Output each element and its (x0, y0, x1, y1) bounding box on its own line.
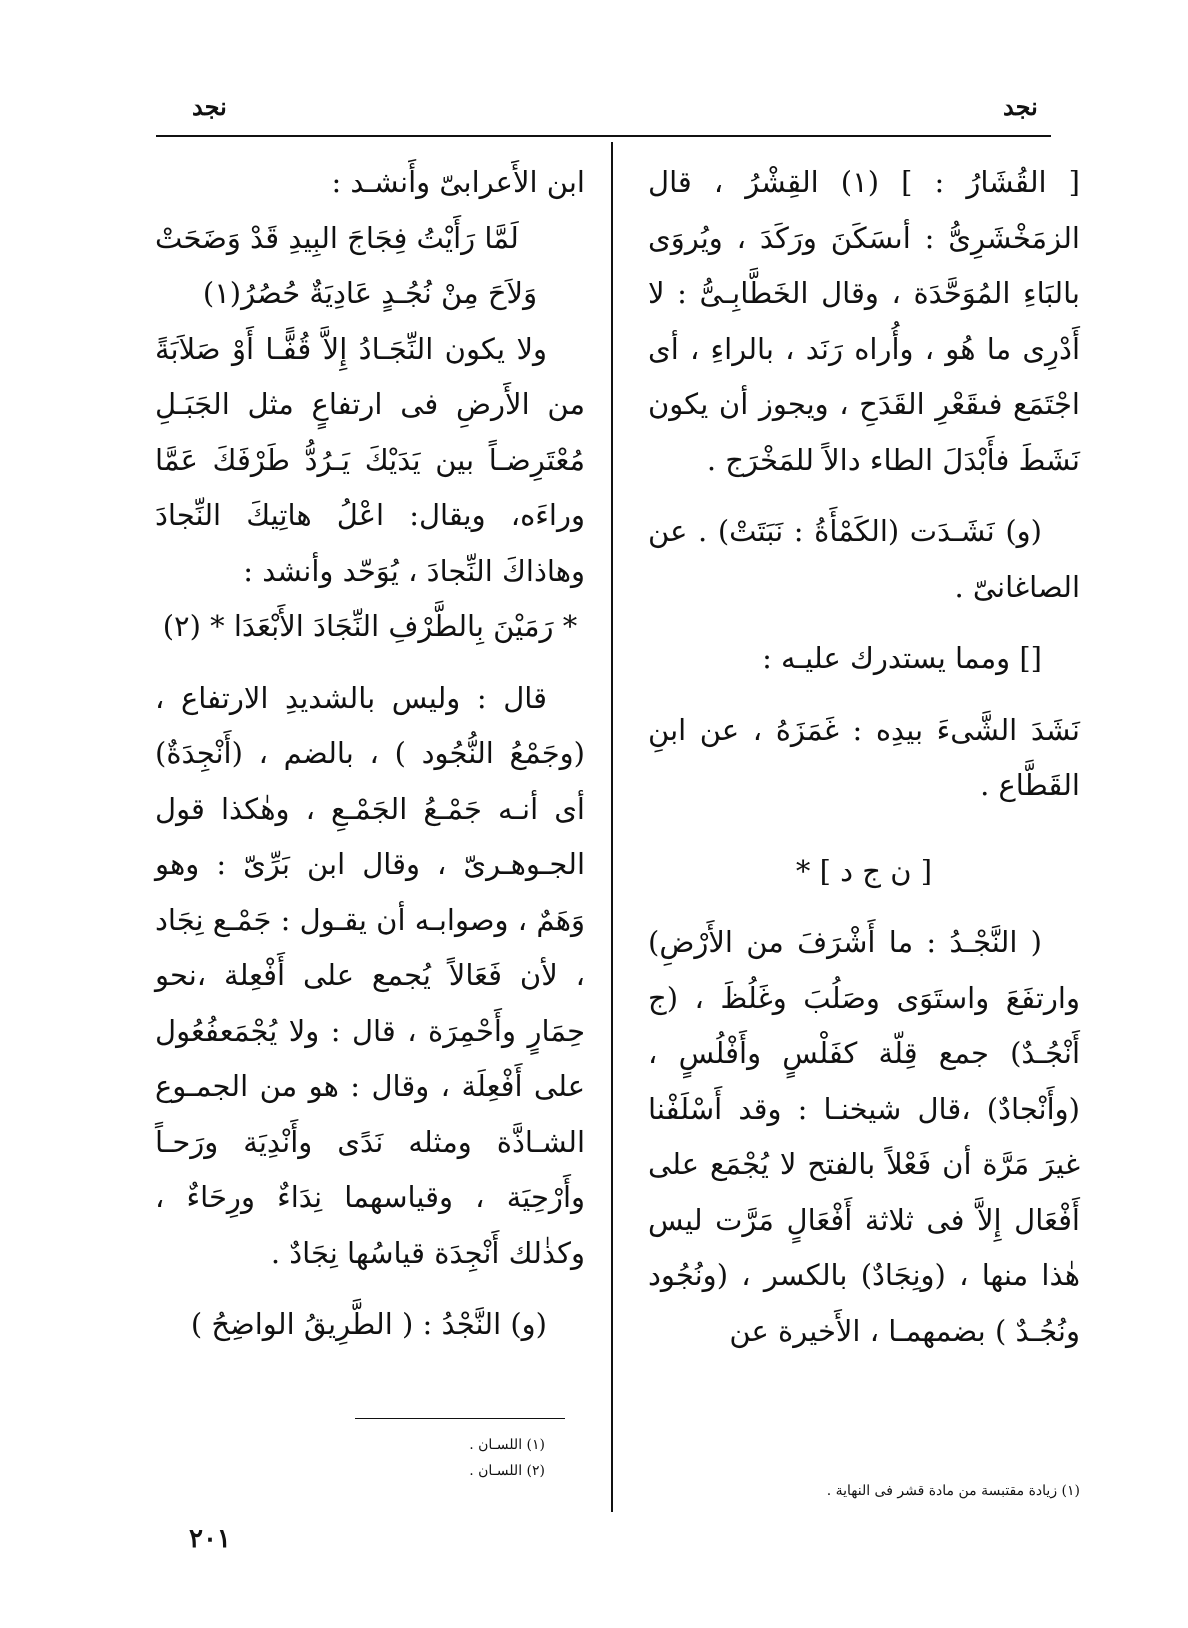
running-head-left: نجد (192, 92, 227, 121)
paragraph-nashadat: (و) نَشَـدَت (الكَمْأَةُ : نَبَتَتْ) . عن الصاغانىّ . (648, 514, 1080, 604)
verse-line-2: * رَمَيْنَ بِالطَّرْفِ النِّجَادَ الأَبْعَدَا * (٢) (162, 609, 578, 643)
paragraph-tariq: (و) النَّجْدُ : ( الطَّرِيقُ الواضِحُ ) (190, 1307, 547, 1341)
column-divider (611, 142, 613, 1512)
paragraph-mustadrak: [] ومما يستدرك عليـه : (762, 641, 1042, 675)
left-column (155, 155, 585, 1353)
page-number: ٢٠١ (189, 1524, 231, 1554)
footnotes-right (730, 1478, 1080, 1504)
paragraph-nashada: نَشَدَ الشَّىءَ بيدِه : غَمَزَهُ ، عن ابنِ القَطَّاع . (648, 712, 1080, 802)
running-head-right: نجد (1003, 92, 1038, 121)
footnote-left-1: (١) اللسـان . (469, 1437, 545, 1453)
footnote-rule-left (355, 1418, 565, 1419)
paragraph-plural: قال : وليس بالشديدِ الارتفاع ، (وجَمْعُ النُّجُود ) ، بالضم ، (أَنْجِدَةٌ) أى أنـه جَمْـعُ الجَمْـعِ ، وهٰكذا قول الجـوهـرىّ ، وقال ابن بَرِّىّ : وهو وَهَمٌ ، وصوابـه أن يقـول : جَمْـع نِجَاد ، لأن فَعَالاً يُجمع على أَفْعِلة ،نحو حِمَارٍ وأَحْمِرَة ، قال : ولا يُجْمَعفُعُول على أَفْعِلَة ، وقال : هو من الجمـوع الشـاذَّة ومثله نَدًى وأَنْدِيَة ورَحـاً وأَرْحِيَة ، وقياسهما نِدَاءٌ ورِحَاءٌ ، وكذٰلك أَنْجِدَة قياسُها نِجَادٌ . (155, 680, 586, 1270)
right-column (648, 155, 1080, 1359)
paragraph-qushar: [ القُشَارُ : ] (١) القِشْرُ ، قال الزمَخْشَرِىُّ : أىسَكَنَ ورَكَدَ ، ويُروَى بالبَاءِ المُوَحَّدَة ، وقال الخَطَّابِـىُّ : لا أَدْرِى ما هُو ، وأُراه رَنَد ، بالراءِ ، أى اجْتَمَع فىقَعْرِ القَدَحِ ، ويجوز أن يكون نَشَطَ فأَبْدَلَ الطاء دالاً للمَخْرَج . (648, 165, 1080, 477)
paragraph-najd-definition: ( النَّجْـدُ : ما أَشْرَفَ من الأَرْضِ) وارتفَعَ واستَوَى وصَلُبَ وغَلُظَ ، (ج أَنْجُـدٌ) جمع قِلّة كفَلْسٍ وأَفْلُسٍ ، (وأَنْجادٌ) ،قال شيخنـا : وقد أَسْلَفْنا غيرَ مَرَّة أن فَعْلاً بالفتح لا يُجْمَع على أَفْعَال إِلاَّ فى ثلاثة أَفْعَالٍ مَرَّت ليس هٰذا منها ، (ونِجَادٌ) بالكسر ، (ونُجُود ونُجُـدٌ ) بضمهمـا ، الأَخيرة عن (648, 925, 1080, 1348)
entry-heading-njd: [ ن ج د ] * (795, 853, 933, 888)
verse-line-1a: لَمَّا رَأَيْتُ فِجَاجَ البِيدِ قَدْ وَضَحَتْ (155, 220, 519, 255)
paragraph-nijad: ولا يكون النِّجَـادُ إِلاَّ قُفًّـا أَوْ صَلاَبَةً من الأَرضِ فى ارتفاعٍ مثل الجَبَـلِ مُعْتَرِضـاً بين يَدَيْكَ يَـرُدُّ طَرْفَكَ عَمَّا وراءَه، ويقال: اعْلُ هاتِيكَ النِّجادَ وهاذاكَ النِّجادَ ، يُوَحّد وأنشد : (155, 331, 585, 588)
footnote-left-2: (٢) اللسـان . (469, 1463, 545, 1479)
header-rule (156, 135, 1051, 137)
footnotes-left (380, 1432, 545, 1484)
paragraph-ibn-arabi: ابن الأَعرابىّ وأَنشـد : (331, 165, 585, 199)
verse-line-1b: وَلاَحَ مِنْ نُجُـدٍ عَادِيَةٌ حُصُرُ(١) (202, 276, 538, 310)
footnote-right-1: (١) زيادة مقتبسة من مادة قشر فى النهاية . (826, 1483, 1080, 1499)
